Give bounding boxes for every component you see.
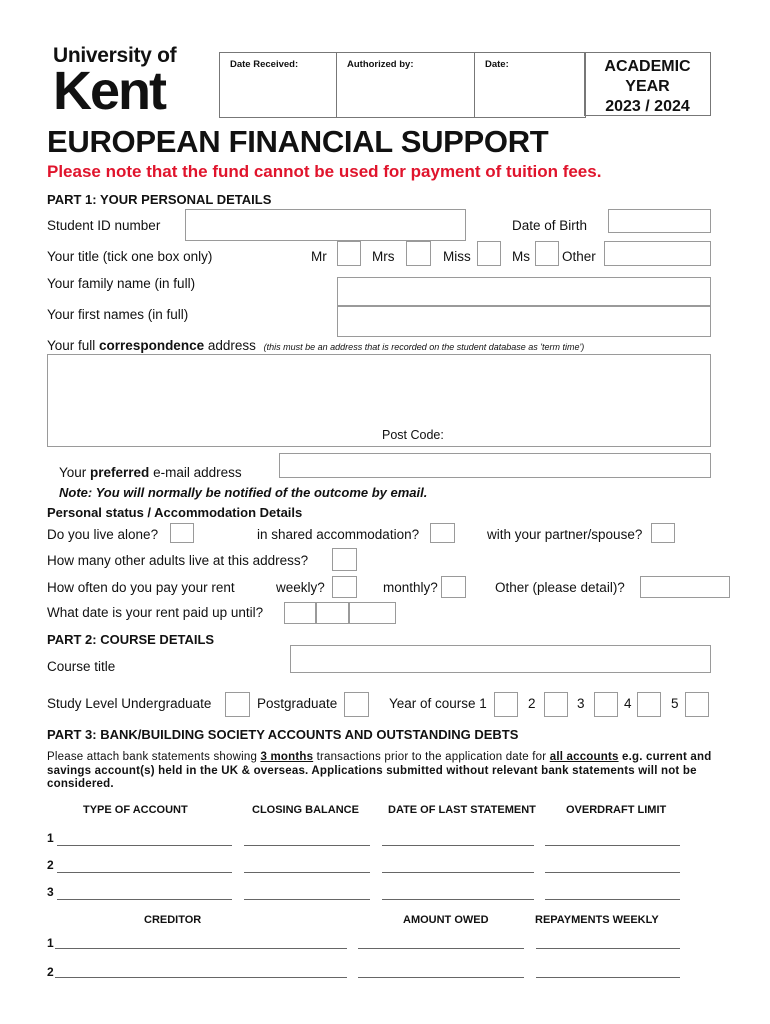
col-amount-owed: AMOUNT OWED xyxy=(403,914,489,926)
part3-heading: PART 3: BANK/BUILDING SOCIETY ACCOUNTS AND OUTSTANDING DEBTS xyxy=(47,727,519,742)
title-mr-checkbox[interactable] xyxy=(337,241,361,266)
year-3-label: 3 xyxy=(577,696,585,711)
family-name-input[interactable] xyxy=(337,277,711,306)
family-name-label: Your family name (in full) xyxy=(47,276,196,291)
other-rent-label: Other (please detail)? xyxy=(495,580,625,595)
email-note: Note: You will normally be notified of the outcome by email. xyxy=(59,485,428,500)
debt-row-2-repayments[interactable] xyxy=(536,977,680,978)
adults-input[interactable] xyxy=(332,548,357,571)
year-1-checkbox[interactable] xyxy=(494,692,518,717)
account-row-1-closing[interactable] xyxy=(244,845,370,846)
logo-line2: Kent xyxy=(53,61,165,121)
year-3-checkbox[interactable] xyxy=(594,692,618,717)
account-row-3-closing[interactable] xyxy=(244,899,370,900)
title-ms-checkbox[interactable] xyxy=(535,241,559,266)
first-names-label: Your first names (in full) xyxy=(47,307,189,322)
rent-paid-month-input[interactable] xyxy=(316,602,349,624)
live-alone-checkbox[interactable] xyxy=(170,523,194,543)
account-row-3-overdraft[interactable] xyxy=(545,899,680,900)
date-received-cell: Date Received: xyxy=(220,53,337,117)
office-use-box xyxy=(219,52,586,118)
account-row-3-number: 3 xyxy=(47,885,54,899)
rent-frequency-label: How often do you pay your rent xyxy=(47,580,235,595)
title-miss-checkbox[interactable] xyxy=(477,241,501,266)
other-rent-input[interactable] xyxy=(640,576,730,598)
weekly-checkbox[interactable] xyxy=(332,576,357,598)
address-input[interactable] xyxy=(47,354,711,447)
dob-input[interactable] xyxy=(608,209,711,233)
account-row-2-closing[interactable] xyxy=(244,872,370,873)
title-other-input[interactable] xyxy=(604,241,711,266)
debt-row-1-creditor[interactable] xyxy=(55,948,347,949)
year-2-label: 2 xyxy=(528,696,536,711)
weekly-label: weekly? xyxy=(276,580,325,595)
year-5-label: 5 xyxy=(671,696,679,711)
col-overdraft-limit: OVERDRAFT LIMIT xyxy=(566,804,667,816)
part1-heading: PART 1: YOUR PERSONAL DETAILS xyxy=(47,192,272,207)
email-input[interactable] xyxy=(279,453,711,478)
bank-statements-instruction: Please attach bank statements showing 3 months transactions prior to the application date for all accounts e.g. current and savings account(s) held in the UK & overseas. Applications submitted without relevant bank statements will not be considered. xyxy=(47,751,712,790)
course-title-label: Course title xyxy=(47,659,116,674)
year-5-checkbox[interactable] xyxy=(685,692,709,717)
debt-row-1-amount[interactable] xyxy=(358,948,524,949)
authorized-by-cell: Authorized by: xyxy=(337,53,475,117)
account-row-3-date[interactable] xyxy=(382,899,534,900)
debt-row-1-number: 1 xyxy=(47,936,54,950)
student-id-input[interactable] xyxy=(185,209,466,241)
year-4-label: 4 xyxy=(624,696,632,711)
account-row-2-type[interactable] xyxy=(57,872,232,873)
title-label: Your title (tick one box only) xyxy=(47,249,213,264)
personal-status-heading: Personal status / Accommodation Details xyxy=(47,505,303,520)
title-miss-label: Miss xyxy=(443,249,471,264)
live-alone-label: Do you live alone? xyxy=(47,527,159,542)
account-row-1-date[interactable] xyxy=(382,845,534,846)
rent-paid-label: What date is your rent paid up until? xyxy=(47,605,264,620)
account-row-3-type[interactable] xyxy=(57,899,232,900)
part2-heading: PART 2: COURSE DETAILS xyxy=(47,632,215,647)
first-names-input[interactable] xyxy=(337,306,711,337)
address-note: (this must be an address that is recorded on the student database as 'term time') xyxy=(263,342,585,352)
title-mrs-label: Mrs xyxy=(372,249,395,264)
adults-label: How many other adults live at this address? xyxy=(47,553,309,568)
account-row-2-number: 2 xyxy=(47,858,54,872)
postgraduate-checkbox[interactable] xyxy=(344,692,369,717)
account-row-1-number: 1 xyxy=(47,831,54,845)
year-2-checkbox[interactable] xyxy=(544,692,568,717)
shared-label: in shared accommodation? xyxy=(257,527,420,542)
rent-paid-day-input[interactable] xyxy=(284,602,316,624)
title-ms-label: Ms xyxy=(512,249,530,264)
debt-row-1-repayments[interactable] xyxy=(536,948,680,949)
debt-row-2-number: 2 xyxy=(47,965,54,979)
col-repayments-weekly: REPAYMENTS WEEKLY xyxy=(535,914,659,926)
email-label: Your preferred e-mail address xyxy=(59,465,242,480)
col-date-last-statement: DATE OF LAST STATEMENT xyxy=(388,804,536,816)
title-mr-label: Mr xyxy=(311,249,327,264)
col-creditor: CREDITOR xyxy=(144,914,202,926)
account-row-1-overdraft[interactable] xyxy=(545,845,680,846)
account-row-2-overdraft[interactable] xyxy=(545,872,680,873)
monthly-label: monthly? xyxy=(383,580,438,595)
title-mrs-checkbox[interactable] xyxy=(406,241,431,266)
date-cell: Date: xyxy=(485,59,509,70)
undergraduate-checkbox[interactable] xyxy=(225,692,250,717)
year-label: Year of course 1 xyxy=(389,696,487,711)
shared-checkbox[interactable] xyxy=(430,523,455,543)
university-logo xyxy=(53,44,177,121)
col-closing-balance: CLOSING BALANCE xyxy=(252,804,359,816)
tuition-warning: Please note that the fund cannot be used for payment of tuition fees. xyxy=(47,162,602,181)
post-code-label: Post Code: xyxy=(382,428,444,442)
partner-checkbox[interactable] xyxy=(651,523,675,543)
postgraduate-label: Postgraduate xyxy=(257,696,338,711)
course-title-input[interactable] xyxy=(290,645,711,673)
monthly-checkbox[interactable] xyxy=(441,576,466,598)
address-label: Your full correspondence address (this must be an address that is recorded on the student database as 'term time') xyxy=(47,338,585,353)
study-level-label: Study Level Undergraduate xyxy=(47,696,212,711)
academic-year-box: ACADEMIC YEAR 2023 / 2024 xyxy=(584,52,711,116)
rent-paid-year-input[interactable] xyxy=(349,602,396,624)
dob-label: Date of Birth xyxy=(512,218,588,233)
debt-row-2-creditor[interactable] xyxy=(55,977,347,978)
year-4-checkbox[interactable] xyxy=(637,692,661,717)
title-other-label: Other xyxy=(562,249,596,264)
partner-label: with your partner/spouse? xyxy=(487,527,643,542)
logo-line1: University of xyxy=(53,44,177,67)
col-type-of-account: TYPE OF ACCOUNT xyxy=(83,804,188,816)
student-id-label: Student ID number xyxy=(47,218,161,233)
page-title: EUROPEAN FINANCIAL SUPPORT xyxy=(47,124,549,159)
account-row-1-type[interactable] xyxy=(57,845,232,846)
account-row-2-date[interactable] xyxy=(382,872,534,873)
debt-row-2-amount[interactable] xyxy=(358,977,524,978)
